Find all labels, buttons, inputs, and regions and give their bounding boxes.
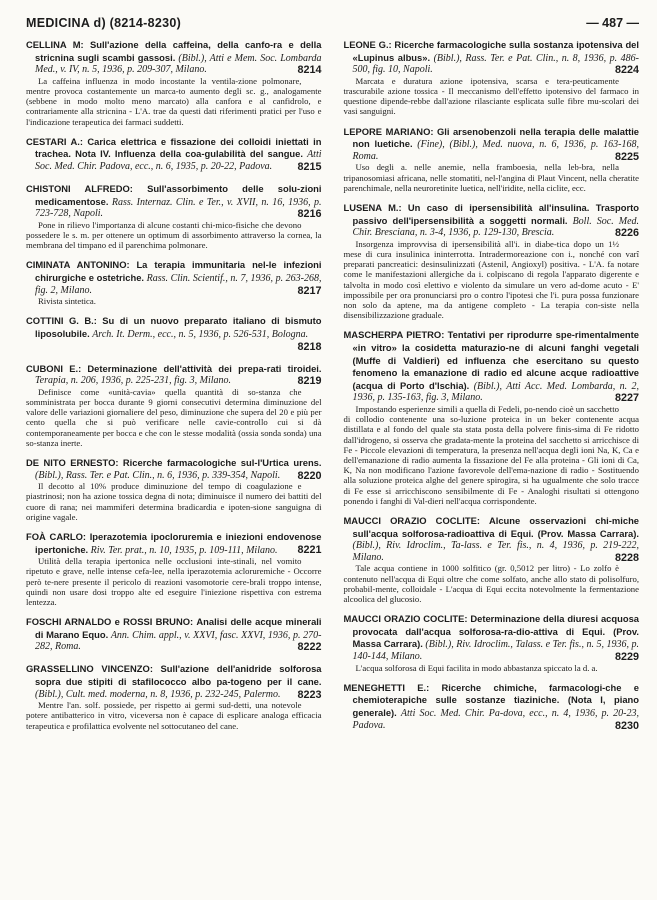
bibliography-entry	[26, 183, 322, 250]
entry-heading	[344, 329, 640, 404]
entry-author: MAUCCI ORAZIO COCLITE:	[343, 613, 468, 625]
entry-title: Sull'assorbimento delle solu-zioni medicamentose.	[35, 182, 322, 207]
entry-abstract: Uso degli a. nelle anemie, nella framboesia, nella leb-bra, nella tripanosomiasi africana, nelle stomatiti, nel-l'angina di Plaut Vincent, nella cheratite parenchimale, nella neuroretinite luetica, nell'iridite, nella ciclite, ecc.	[343, 162, 639, 193]
entry-number: 8228	[614, 551, 639, 564]
entry-author: LEONE G.:	[343, 39, 392, 50]
bibliography-entry	[26, 259, 322, 306]
entry-citation: (Bibl.), Rass. Ter. e Pat. Clin., n. 6, 1936, p. 339-354, Napoli.	[35, 469, 281, 481]
entry-citation: (Bibl.), Riv. Idroclim., Ta-lass. e Ter. fis., n. 4, 1936, p. 219-222, Milano.	[352, 540, 639, 563]
entry-author: MASCHERPA PIETRO:	[343, 329, 445, 341]
entry-citation: (Bibl.), Cult. med. moderna, n. 8, 1936, p. 232-245, Palermo.	[35, 688, 281, 700]
entry-number: 8218	[297, 340, 322, 353]
entry-title: Ricerche chimiche, farmacologi-che e chemioterapiche sulle sostanze tiaziniche. (Nota I, piano generale).	[352, 681, 640, 718]
entry-title: Un caso di ipersensibilità all'insulina. Trasporto passivo dell'ipersensibilità a soggetti normali.	[352, 201, 639, 226]
entry-heading	[26, 259, 322, 296]
entry-heading	[26, 39, 322, 76]
entry-title: Iperazotemia ipocloruremia e iniezioni endovenose ipertoniche.	[35, 530, 322, 555]
entry-number: 8227	[614, 392, 639, 405]
entry-heading	[344, 682, 640, 731]
entry-author: FOÀ CARLO:	[26, 530, 87, 542]
entry-title: La terapia immunitaria nel-le infezioni chirurgiche e ostetriche.	[35, 259, 322, 283]
entry-title: Sull'azione della caffeina, della canfo-ra e della stricnina sugli scambi gassosi.	[35, 39, 322, 63]
entry-citation: (Bibl.), Atti Acc. Med. Lombarda, n. 2, 1936, p. 135-163, fig. 3, Milano.	[352, 380, 640, 404]
entry-number: 8221	[297, 543, 322, 556]
entry-citation: Terapia, n. 206, 1936, p. 225-231, fig. 3, Milano.	[35, 375, 232, 387]
entry-author: LUSENA M.:	[343, 201, 402, 213]
entry-abstract: Tale acqua contiene in 1000 solfitico (gr. 0,5012 per litro) - Lo zolfo è contenuto nell'acqua di Equi oltre che come solfato, anche allo stato di polisolfuro, probabil-mente, colloidale - L'acqua di Equi eccita notevolmente la fermentazione alcoolica del glucosio.	[343, 563, 639, 604]
columns	[26, 39, 639, 742]
bibliography-entry	[26, 315, 322, 353]
bibliography-entry	[26, 39, 322, 127]
entry-title: Gli arsenobenzoli nella terapia delle malattie non luetiche.	[352, 125, 640, 150]
page-header	[26, 14, 639, 36]
bibliography-entry	[344, 682, 640, 733]
entry-title: Carica elettrica e fissazione dei colloidi iniettati in trachea. Nota IV. Influenza della coa-gulabilità del sangue.	[35, 135, 322, 160]
entry-number: 8222	[297, 641, 322, 654]
bibliography-entry	[344, 202, 640, 320]
entry-author: DE NITO ERNESTO:	[26, 456, 119, 468]
entry-citation: (Fine), (Bibl.), Med. nuova, n. 6, 1936, p. 163-168, Roma.	[352, 139, 639, 162]
entry-heading	[26, 136, 322, 173]
entry-author: GRASSELLINO VINCENZO:	[26, 663, 153, 675]
bibliography-entry	[26, 616, 322, 654]
entry-heading	[26, 531, 322, 556]
entry-author: CIMINATA ANTONINO:	[26, 259, 130, 271]
entry-number: 8215	[297, 160, 322, 173]
entry-number: 8230	[614, 719, 639, 732]
entry-number: 8224	[614, 64, 639, 77]
bibliography-entry	[26, 457, 322, 522]
entry-abstract: L'acqua solforosa di Equi facilita in modo abbastanza spiccato la d. a.	[355, 662, 598, 673]
bibliography-entry	[344, 515, 640, 604]
entry-heading	[344, 613, 640, 662]
entry-title: Determinazione dell'attività dei prepa-rati tiroidei.	[87, 362, 322, 374]
entry-citation: Ann. Chim. appl., v. XXVI, fasc. XXVI, 1936, p. 270-282, Roma.	[35, 629, 322, 653]
entry-heading	[26, 315, 322, 353]
entry-citation: Rass. Clin. Scientif., n. 7, 1936, p. 263-268, fig. 2, Milano.	[35, 272, 322, 296]
entry-title: Alcune osservazioni chi-miche sull'acqua solforosa-radioattiva di Equi. (Prov. Massa Carrara).	[352, 514, 640, 539]
entry-abstract: Insorgenza improvvisa di ipersensibilità all'i. in diabe-tica dopo un 1½ mese di cura insulinica ininterrotta. Intradermoreazione con i., nonché con varî preparati pancreatici: desinsulinizzati (Astenil, Angioxyl) positiva. - L'A. fa notare come le manifestazioni allergiche da i. colpiscano di regola l'apparato digerente e talvolta in modo così elettivo e violento da simulare un vero ad-dome acuto - E' impossibile per ora pronunciarsi pro o contro l'ipotesi che l'i. pura possa funzionare non solo da aptene, ma da antigene completo - La terapia con-siste nella disensibilizzazione graduale.	[343, 238, 639, 321]
entry-number: 8226	[614, 227, 639, 240]
entry-number: 8217	[297, 284, 322, 297]
entry-citation: Atti Soc. Med. Chir. Pa-dova, ecc., n. 4, 1936, p. 20-23, Padova.	[352, 707, 640, 731]
bibliography-entry	[26, 363, 322, 448]
entry-number: 8229	[614, 650, 639, 663]
bibliography-entry	[26, 663, 322, 730]
entry-title: Tentativi per riprodurre spe-rimentalmente «in vitro» la cosidetta maturazio-ne di alcuni fanghi vegetali (Muffe di Valdieri) ed influenza che esercitano su questo fenomeno la emanazione di radio ed alcune acque radioattive (acqua di Porto d'Ischia).	[352, 329, 639, 391]
entry-number: 8225	[614, 150, 639, 163]
entry-heading	[344, 39, 640, 76]
entry-abstract: La caffeina influenza in modo incostante la ventila-zione polmonare, mentre provoca costantemente un marca-to aumento degli sc. g., analogamente (sebbene in modo molto meno marcato) alla canfora e al canfidrolo, e contrariamente alla stricnina - L'A. trae da questi dati riferimenti pratici per l'uso e l'indicazione terapeutica dei farmaci suddetti.	[26, 75, 322, 127]
entry-number: 8219	[297, 375, 322, 388]
entry-number: 8216	[297, 208, 322, 221]
entry-abstract: Rivista sintetica.	[38, 296, 96, 307]
entry-author: CHISTONI ALFREDO:	[26, 182, 133, 194]
entry-abstract: Definisce come «unità-cavia» quella quantità di so-stanza che somministrata per bocca durante 9 giorni consecutivi determina diminuzione del valore delle variazioni giornaliere del peso, diminuzione che supera del 20 e più per cento quella che si può verificare nelle cavie-controllo cui si dà contemporaneamente per bocca e che con le stesse modalità (ossia sonda sonda) una so-stanza inerte.	[26, 386, 322, 448]
entry-author: COTTINI G. B.:	[26, 315, 97, 327]
entry-citation: Atti Soc. Med. Chir. Padova, ecc., n. 6, 1935, p. 20-22, Padova.	[35, 149, 322, 172]
entry-author: LEPORE MARIANO:	[343, 125, 434, 137]
page-number: — 487 —	[586, 16, 639, 30]
entry-abstract: Il decotto al 10% produce diminuzione del tempo di coagulazione e piastrinosi; non ha azione tossica degna di nota; diminuisce il numero dei battiti del cuore di rana; nei mammiferi determina bradicardia e ipoten-sione sanguigna di origine vagale.	[26, 481, 322, 522]
entry-author: CESTARI A.:	[26, 135, 84, 147]
entry-author: CELLINA M:	[26, 39, 84, 50]
bibliography-entry	[26, 531, 322, 607]
entry-heading	[26, 363, 322, 387]
entry-heading	[344, 515, 640, 563]
entry-author: CUBONI E.:	[26, 362, 82, 374]
entry-abstract: Mentre l'an. solf. possiede, per rispetto ai germi sud-detti, una notevole potere antibatterico in vitro, viceversa non è capace di esplicare analoga efficacia terapeutica e profilattica evolvente nel sottocutaneo del cane.	[26, 700, 322, 731]
entry-title: Analisi delle acque minerali di Marano Equo.	[35, 616, 322, 640]
entry-heading	[344, 202, 640, 239]
entry-abstract: Impostando esperienze simili a quella di Fedeli, po-nendo cioè un sacchetto di collodio contenente una so-luzione proteica in un beker contenente acqua distillata e al fondo del quale sta stata posta della polvere finis-sima di Fe ridotto dall'idrogeno, si osserva che gradata-mente la proteina del sacchetto si arricchisce di Fe - Piccole elevazioni di temperatura, la presenza nell'acqua degli ioni Na, K, Ca e dell'emanazione di radio aumenta la fissazione del Fe alla proteina - Gli ioni di Ca, K, Na non modificano l'azione favorevole dell'ema-nazione di radio - Sostituendo alla soluzione proteica alghe del genere spirogira, si ha ugualmente che solo tracce di Fe esse si arricchiscono sensibilmente di Fe - Analoghi risultati si ottengono ponendo i fanghi di Val-dieri nell'acqua corrispondente.	[343, 403, 639, 506]
entry-number: 8223	[297, 688, 322, 701]
bibliography-entry	[344, 39, 640, 117]
entry-title: Su di un nuovo preparato italiano di bismuto liposolubile.	[35, 315, 322, 339]
entry-abstract: Utilità della terapia ipertonica nelle occlusioni inte-stinali, nel vomito ripetuto e grave, nelle intense cefa-lee, nella iperazotemia acloruremiche - Occorre però te-nere presente il pericolo di reazioni vasomotorie cere-brali troppo intense, quindi non usare dosi troppo alte ed eseguire l'iniezione rispettiva con estrema lentezza.	[26, 556, 322, 607]
bibliography-entry	[26, 136, 322, 174]
bibliography-entry	[344, 613, 640, 673]
entry-heading	[26, 457, 322, 481]
right-column	[344, 39, 640, 742]
entry-title: Sull'azione dell'anidride solforosa sopra due stipiti di stafilococco albo pa-togeno per il cane.	[35, 663, 322, 687]
bibliography-entry	[344, 329, 640, 506]
entry-citation: Arch. It. Derm., ecc., n. 5, 1936, p. 526-531, Bologna.	[92, 328, 309, 340]
entry-number: 8214	[297, 64, 322, 77]
entry-citation: (Bibl.), Riv. Idroclim., Talass. e Ter. fis., n. 5, 1936, p. 140-144, Milano.	[352, 639, 640, 662]
entry-author: MENEGHETTI E.:	[343, 681, 430, 693]
entry-abstract: Marcata e duratura azione ipotensiva, scarsa e tera-peuticamente trascurabile azione tossica - Il meccanismo dell'effetto ipotensivo del farmaco in questione dipende-rebbe dall'azione rilasciante esplicata sulle fibre mu-scolari dei vasi sanguigni.	[343, 75, 639, 117]
entry-title: Ricerche farmacologiche sulla sostanza ipotensiva del «Lupinus albus».	[352, 39, 639, 63]
entry-heading	[26, 183, 322, 220]
entry-title: Determinazione della diuresi acquosa provocata dall'acqua solforosa-ra-dio-attiva di Equi. (Prov. Massa Carrara).	[352, 613, 640, 650]
entry-number: 8220	[297, 469, 322, 482]
entry-heading	[26, 616, 322, 653]
entry-citation: (Bibl.), Rass. Ter. e Pat. Clin., n. 8, 1936, p. 486-500, fig. 10, Napoli.	[352, 52, 640, 76]
entry-author: FOSCHI ARNALDO e ROSSI BRUNO:	[26, 616, 194, 628]
entry-title: Ricerche farmacologiche sul-l'Urtica urens.	[122, 456, 322, 468]
entry-heading	[26, 663, 322, 700]
entry-abstract: Pone in rilievo l'importanza di alcune costanti chi-mico-fisiche che devono possedere le s. m. per ottenere un optimum di assorbimento attraverso la cornea, la membrana del timpano ed il parenchima polmonare.	[26, 219, 322, 251]
bibliography-entry	[344, 126, 640, 193]
entry-citation: (Bibl.), Atti e Mem. Soc. Lombarda Med., v. IV, n. 5, 1936, p. 209-307, Milano.	[35, 52, 322, 76]
entry-author: MAUCCI ORAZIO COCLITE:	[343, 514, 480, 526]
entry-citation: Boll. Soc. Med. Chir. Bresciana, n. 3-4, 1936, p. 129-130, Brescia.	[352, 215, 640, 239]
left-column	[26, 39, 322, 742]
entry-citation: Rass. Internaz. Clin. e Ter., v. XVII, n. 16, 1936, p. 723-728, Napoli.	[35, 196, 322, 220]
entry-citation: Riv. Ter. prat., n. 10, 1935, p. 109-111, Milano.	[90, 544, 278, 556]
section-heading: MEDICINA d) (8214-8230)	[26, 16, 182, 30]
entry-heading	[344, 126, 640, 163]
